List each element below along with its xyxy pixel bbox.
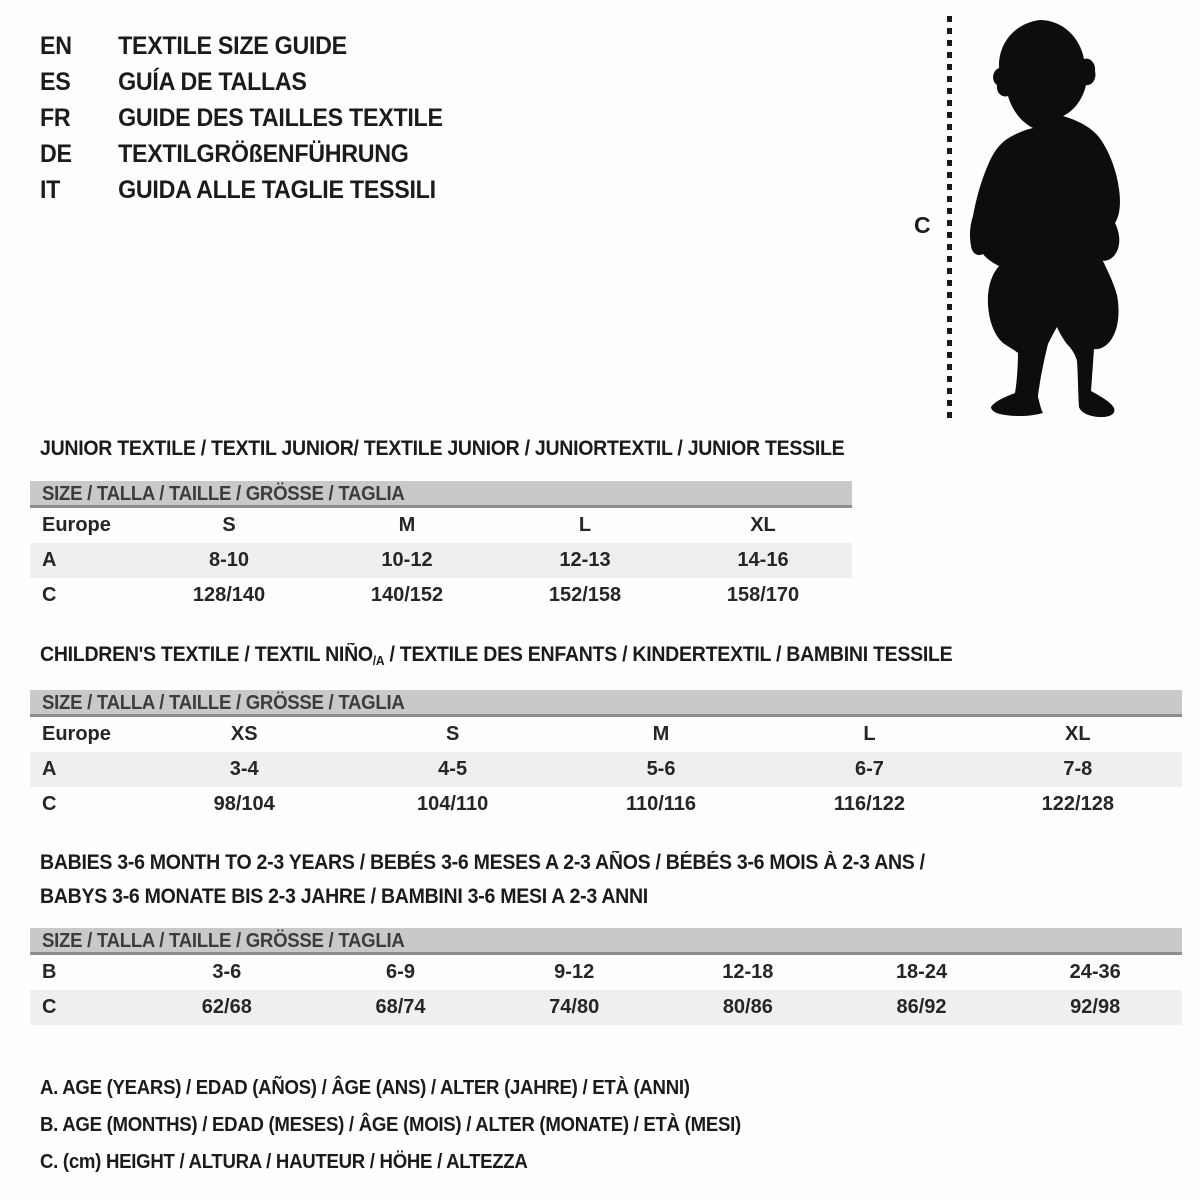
footnote-text: A. AGE (YEARS) / EDAD (AÑOS) / ÂGE (ANS) / ALTER (JAHRE) / ETÀ (ANNI) — [40, 1077, 690, 1099]
babies-size-table — [30, 928, 1182, 1025]
table-row — [30, 955, 1182, 990]
table-header-label: SIZE / TALLA / TAILLE / GRÖSSE / TAGLIA — [42, 483, 405, 505]
table-cell: XS — [230, 723, 258, 745]
table-cell: 122/128 — [1041, 793, 1114, 815]
table-header-label: SIZE / TALLA / TAILLE / GRÖSSE / TAGLIA — [42, 930, 405, 952]
table-cell: 14-16 — [737, 549, 789, 571]
language-code: ES — [40, 67, 71, 96]
row-label: Europe — [42, 514, 111, 536]
table-cell: S — [445, 723, 460, 745]
language-code: EN — [40, 31, 72, 60]
footnote-text: B. AGE (MONTHS) / EDAD (MESES) / ÂGE (MOIS) / ALTER (MONATE) / ETÀ (MESI) — [40, 1114, 741, 1136]
table-row — [30, 990, 1182, 1025]
babies-title-line2: BABYS 3-6 MONATE BIS 2-3 JAHRE / BAMBINI 3-6 MESI A 2-3 ANNI — [40, 885, 648, 908]
table-cell: 68/74 — [375, 996, 426, 1018]
table-cell: XL — [750, 514, 776, 536]
table-cell: L — [578, 514, 592, 536]
language-code: FR — [40, 103, 71, 132]
table-cell: 140/152 — [370, 584, 444, 606]
language-row — [40, 100, 443, 136]
table-cell: M — [652, 723, 670, 745]
language-code: DE — [40, 139, 72, 168]
table-cell: 92/98 — [1070, 996, 1121, 1018]
row-label: Europe — [42, 723, 111, 745]
table-cell: 158/170 — [726, 584, 800, 606]
table-cell: 116/122 — [833, 793, 906, 815]
row-label: B — [42, 961, 57, 983]
junior-section-title-text: JUNIOR TEXTILE / TEXTIL JUNIOR/ TEXTILE JUNIOR / JUNIORTEXTIL / JUNIOR TESSILE — [40, 437, 845, 460]
table-cell: 24-36 — [1069, 961, 1121, 983]
height-measure-label: C — [914, 212, 931, 238]
table-cell: M — [398, 514, 416, 536]
table-header-label: SIZE / TALLA / TAILLE / GRÖSSE / TAGLIA — [42, 692, 405, 714]
children-title-pre: CHILDREN'S TEXTILE / TEXTIL NIÑO — [40, 643, 373, 666]
table-cell: 86/92 — [896, 996, 947, 1018]
children-section-title — [40, 643, 1021, 668]
table-cell: 5-6 — [646, 758, 676, 780]
table-cell: 8-10 — [208, 549, 250, 571]
footnote-line — [40, 1070, 794, 1107]
babies-title-line1: BABIES 3-6 MONTH TO 2-3 YEARS / BEBÉS 3-6 MESES A 2-3 AÑOS / BÉBÉS 3-6 MOIS À 2-3 ANS / — [40, 851, 925, 874]
table-header-bar — [30, 481, 852, 508]
language-row — [40, 172, 443, 208]
footnote-line — [40, 1107, 794, 1144]
footnote-text: C. (cm) HEIGHT / ALTURA / HAUTEUR / HÖHE / ALTEZZA — [40, 1151, 528, 1173]
language-row — [40, 136, 443, 172]
row-label: C — [42, 584, 57, 606]
table-cell: 12-13 — [559, 549, 611, 571]
table-cell: L — [863, 723, 876, 745]
footnotes — [40, 1070, 794, 1181]
table-cell: 6-9 — [386, 961, 415, 983]
junior-size-table — [30, 481, 852, 613]
language-title: GUIDA ALLE TAGLIE TESSILI — [118, 175, 436, 204]
language-title: GUÍA DE TALLAS — [118, 67, 307, 96]
language-row — [40, 28, 443, 64]
children-section-title-text — [40, 643, 952, 668]
table-cell: 98/104 — [213, 793, 275, 815]
table-header-bar — [30, 928, 1182, 955]
toddler-silhouette-icon — [962, 14, 1134, 418]
language-code: IT — [40, 175, 61, 204]
table-cell: 128/140 — [192, 584, 266, 606]
junior-section-title — [40, 437, 905, 461]
table-row — [30, 752, 1182, 787]
table-cell: 62/68 — [201, 996, 252, 1018]
table-cell: 18-24 — [895, 961, 948, 983]
table-cell: 3-4 — [229, 758, 259, 780]
table-cell: XL — [1065, 723, 1091, 745]
table-cell: 9-12 — [554, 961, 595, 983]
children-title-sub: /A — [372, 653, 385, 668]
table-row — [30, 543, 852, 578]
table-cell: 10-12 — [381, 549, 433, 571]
table-cell: 6-7 — [854, 758, 884, 780]
footnote-line — [40, 1144, 794, 1181]
language-header — [40, 28, 443, 208]
language-title: TEXTILGRÖßENFÜHRUNG — [118, 139, 409, 168]
table-header-bar — [30, 690, 1182, 717]
row-label: A — [42, 758, 57, 780]
row-label: A — [42, 549, 57, 571]
children-title-post: / TEXTILE DES ENFANTS / KINDERTEXTIL / BAMBINI TESSILE — [384, 643, 953, 666]
table-row — [30, 508, 852, 543]
table-cell: 110/116 — [625, 793, 697, 815]
table-cell: 152/158 — [548, 584, 622, 606]
table-row — [30, 787, 1182, 822]
table-cell: 12-18 — [722, 961, 774, 983]
table-cell: 4-5 — [438, 758, 468, 780]
table-cell: 104/110 — [417, 793, 489, 815]
row-label: C — [42, 996, 57, 1018]
table-row — [30, 578, 852, 613]
height-measure-dashed-line — [947, 16, 952, 418]
table-cell: 3-6 — [212, 961, 242, 983]
children-size-table — [30, 690, 1182, 822]
babies-section-title — [40, 846, 991, 914]
language-row — [40, 64, 443, 100]
table-cell: S — [222, 514, 236, 536]
language-title: TEXTILE SIZE GUIDE — [118, 31, 347, 60]
table-row — [30, 717, 1182, 752]
language-title: GUIDE DES TAILLES TEXTILE — [118, 103, 443, 132]
table-cell: 74/80 — [549, 996, 600, 1018]
table-cell: 7-8 — [1063, 758, 1093, 780]
row-label: C — [42, 793, 57, 815]
table-cell: 80/86 — [722, 996, 773, 1018]
